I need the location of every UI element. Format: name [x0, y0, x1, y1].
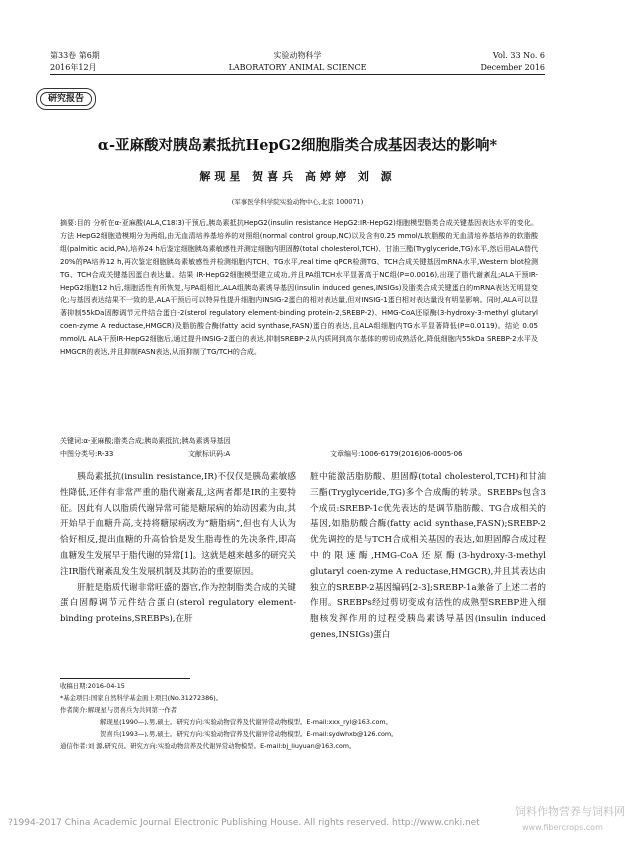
abstract-text: 摘要:目的 分析在α-亚麻酸(ALA,C18∶3)干预后,胰岛素抵抗HepG2(insulin resistance HepG2:IR-HepG2)细胞模型脂类合成关键基因表达水平的变化。方法 HepG2细胞造模期分为两组,由无血清培养基培养的对照组(normal control group,NC)以及含有0.25 mmol/L软脂酸的无血清培养基培养的软脂酸组(palmitic acid,PA),培养24 h后鉴定细胞胰岛素敏感性并测定细胞内胆固醇(total cholesterol,TCH)、甘油三酯(Tryglyceride,TG)水平,然后用ALA替代20%的PA培养12 h,再次鉴定细胞胰岛素敏感性并检测细胞内TCH、TG水平,real time qPCR检测TG、TCH合成关键基因mRNA水平,Western blot检测TG、TCH合成关键基因蛋白表达量。结果 IR-HepG2细胞模型建立成功,并且PA组TCH水平显著高于NC组(P=0.0016),出现了脂代谢紊乱;ALA干预IR-HepG2细胞12 h后,细胞活性有所恢复,与PA组相比,ALA组胰岛素诱导基因(insulin induced genes,INSIGs)及脂类合成关键蛋白的mRNA表达无明显变化;与基因表达结果不一致的是,ALA干预后可以特异性提升细胞内INSIG-2蛋白的相对表达量,但对INSIG-1蛋白相对表达量没有明显影响。同时,ALA可以显著抑制55kDa固醇调节元件结合蛋白-2(sterol regulatory element-binding protein-2,SREBP-2)、HMG-CoA还原酶(3-hydroxy-3-methyl glutaryl coen-zyme A reductase,HMGCR)及脂肪酸合酶(fatty acid synthase,FASN)蛋白的表达,且ALA组细胞内TG水平显著降低(P=0.0119)。结论 0.05 mmol/L ALA干预IR-HepG2细胞后,通过提升INSIG-2蛋白的表达,抑制SREBP-2从内质网到高尔基体的剪切成熟活化,降低细胞内55kDa SREBP-2水平及HMGCR的表达,并且抑制FASN表达,从而抑制了TG/TCH的合成。 [60, 219, 538, 357]
journal-volume-en: Vol. 33 No. 6 [492, 51, 545, 60]
header-rule [50, 74, 545, 75]
section-badge-label: 研究报告 [40, 92, 92, 106]
abstract [60, 217, 538, 359]
journal-date-en: December 2016 [480, 63, 545, 72]
footnote-author1: 解现星(1990—),男,硕士。研究方向:实验动物营养及代谢异常动物模型。E-mail:xxx_ryl@163.com。 [100, 718, 392, 726]
journal-title-en: LABORATORY ANIMAL SCIENCE [228, 63, 367, 72]
article-title: α-亚麻酸对胰岛素抵抗HepG2细胞脂类合成基因表达的影响* [97, 137, 498, 154]
footnote-first-author: 作者简介:解现星与贺喜兵为共同第一作者 [60, 706, 178, 714]
footnote-received: 收稿日期:2016-04-15 [60, 682, 125, 690]
journal-volume-issue: 第33卷 第6期 [50, 51, 100, 60]
footnote-fund: *基金项目:国家自然科学基金面上项目(No.31272386)。 [60, 694, 223, 702]
clc-number: 中图分类号:R-33 [60, 450, 114, 458]
document-code: 文献标识码:A [188, 450, 231, 458]
section-badge [36, 88, 96, 110]
footnote-rule [60, 678, 190, 679]
article-affiliation: (军事医学科学院实验动物中心,北京 100071) [231, 198, 364, 206]
body-left-column [60, 470, 296, 628]
footnote-author2: 贺喜兵(1993—),男,硕士。研究方向:实验动物营养及代谢异常动物模型。E-mail:sydwhxb@126.com。 [100, 730, 398, 738]
footnote-corresponding: 通信作者:刘 源,研究员。研究方向:实验动物营养及代谢异常动物模型。E-mail:bj_liuyuan@163.com。 [60, 742, 356, 750]
body-right-column [310, 470, 546, 644]
site-watermark-cn: 饲料作物营养与饲料网 [515, 805, 625, 818]
journal-date-cn: 2016年12月 [50, 63, 97, 72]
body-paragraph: 肝脏是脂质代谢非常旺盛的器官,作为控制脂类合成的关键蛋白固醇调节元件结合蛋白(sterol regulatory element-binding proteins,SREBPs),在肝 [60, 582, 296, 625]
article-number: 文章编号:1006-6179(2016)06-0005-06 [330, 450, 463, 458]
copyright-watermark: ?1994-2017 China Academic Journal Electronic Publishing House. All rights reserved. http://www.cnki.net [8, 818, 480, 828]
article-authors: 解现星 贺喜兵 高婷婷 刘 源 [199, 170, 396, 183]
keywords: 关键词:α-亚麻酸;脂类合成;胰岛素抵抗;胰岛素诱导基因 [60, 437, 231, 445]
site-watermark-url: www.fibercrops.com [522, 823, 603, 832]
journal-title-cn: 实验动物科学 [273, 51, 322, 60]
body-paragraph: 胰岛素抵抗(insulin resistance,IR)不仅仅是胰岛素敏感性降低,还伴有非常严重的脂代谢紊乱,这两者都是IR的主要特征。因此有人以脂质代谢异常可能是糖尿病的始动因素为由,其开始早于血糖升高,支持将糖尿病改为“糖脂病”,但也有人认为恰好相反,提出血糖的升高恰恰是发生脂毒性的先决条件,即高血糖发生发展早于脂代谢的异常[1]。这就是越来越多的研究关注IR脂代谢紊乱发生发展机制及其防治的重要原因。 [60, 472, 296, 577]
body-paragraph: 脏中能激活脂肪酸、胆固醇(total cholesterol,TCH)和甘油三酯(Tryglyceride,TG)多个合成酶的转录。SREBPs包含3个成员:SREBP-1c优先表达的是调节脂肪酸、TG合成相关的基因,如脂肪酸合酶(fatty acid synthase,FASN);SREBP-2优先调控的是与TCH合成相关基因的表达,如胆固醇合成过程中的限速酶,HMG-CoA还原酶(3-hydroxy-3-methyl glutaryl coen-zyme A reductase,HMGCR),并且其表达由独立的SREBP-2基因编码[2-3];SREBP-1a兼备了上述二者的作用。SREBPs经过剪切变成有活性的成熟型SREBP进入细胞核发挥作用的过程受胰岛素诱导基因(insulin induced genes,INSIGs)蛋白 [310, 472, 546, 640]
